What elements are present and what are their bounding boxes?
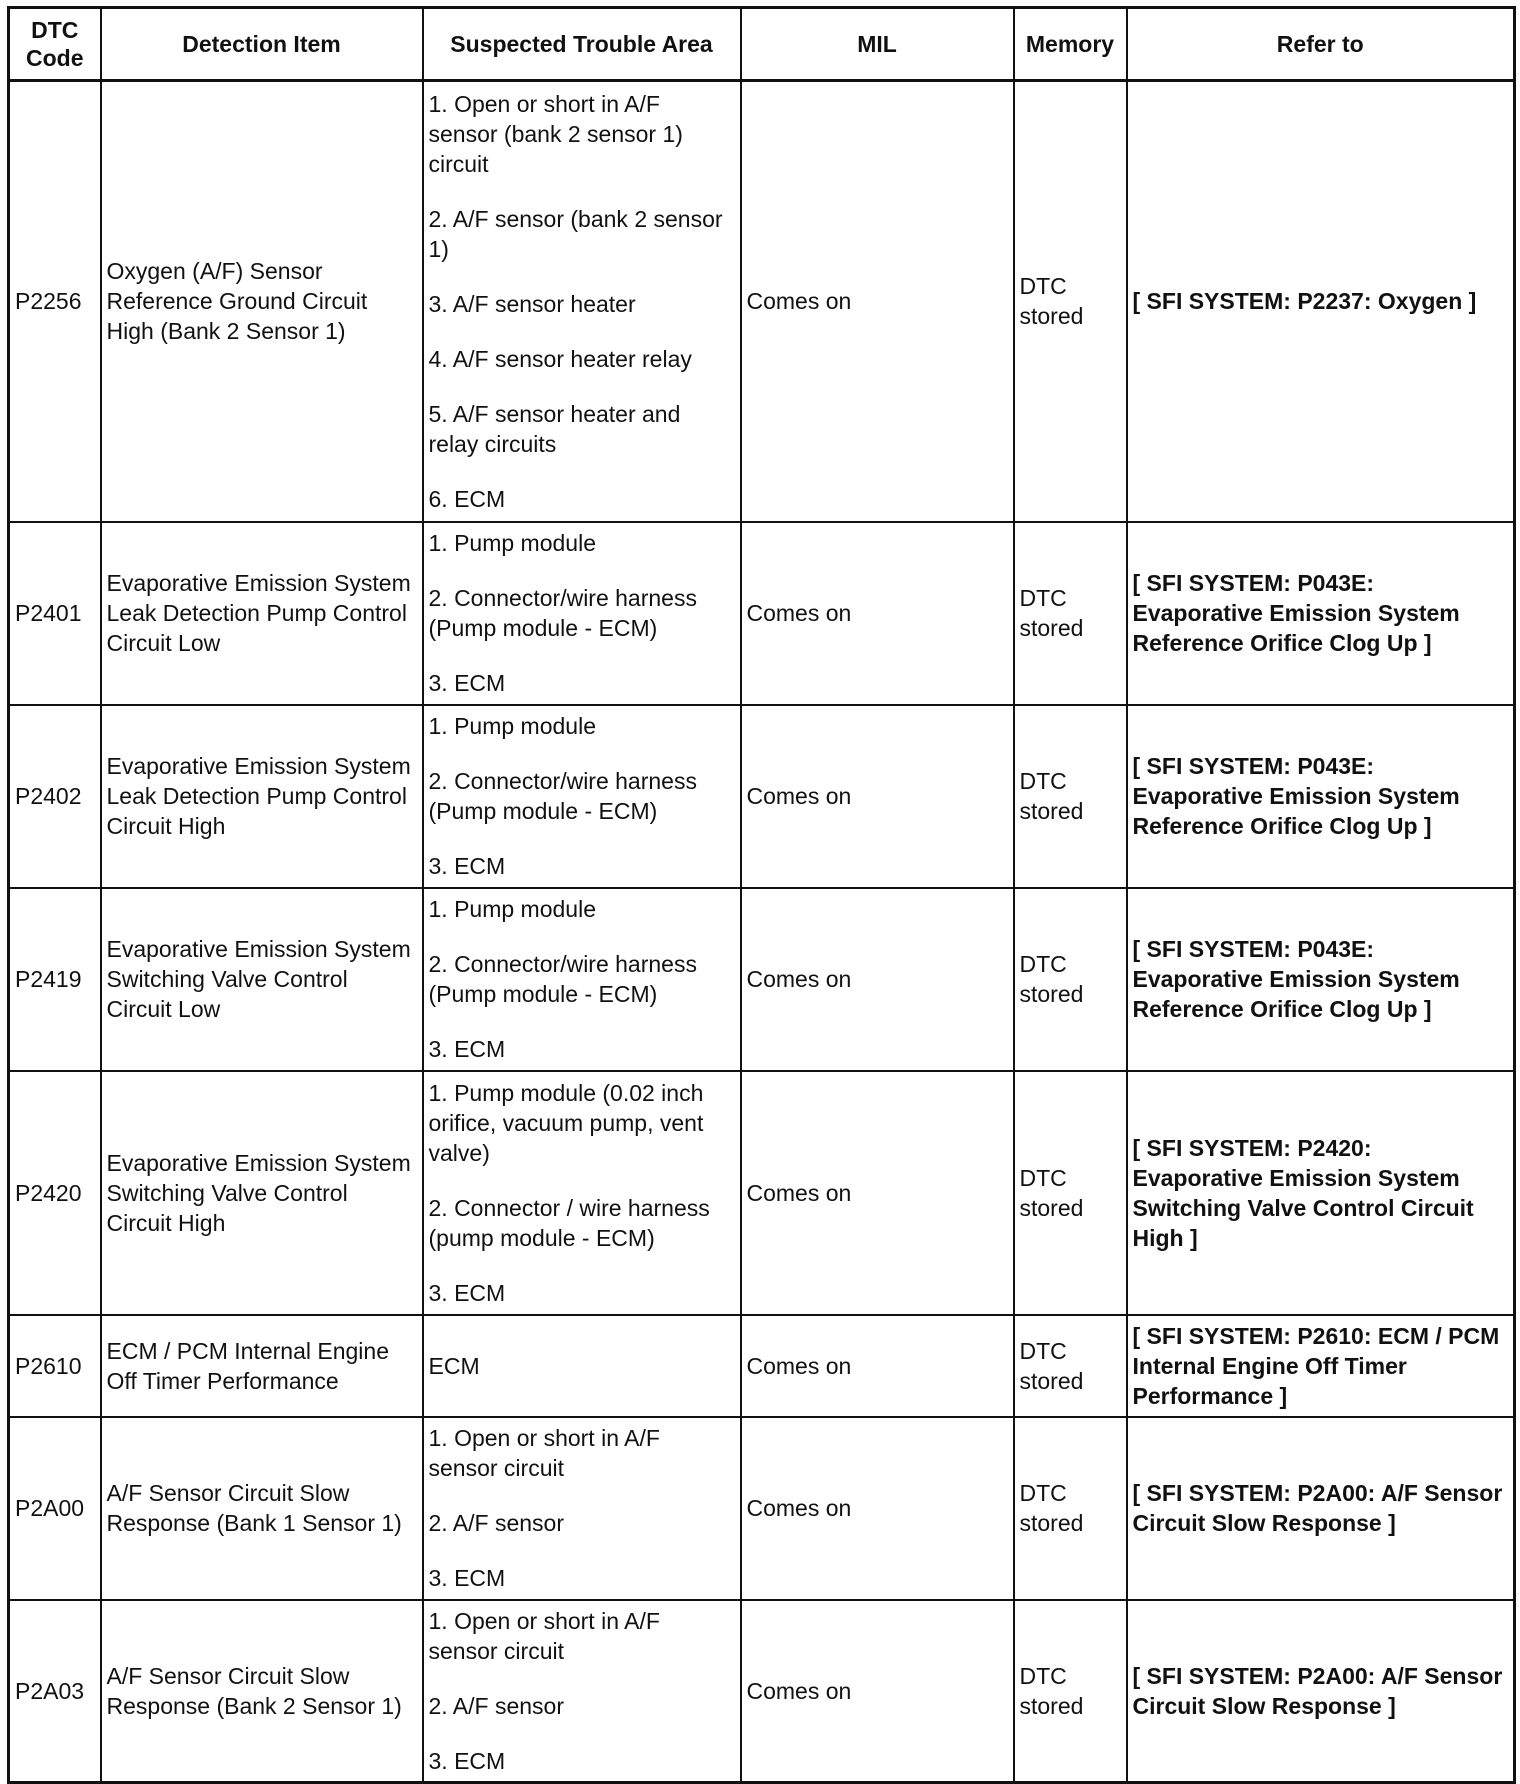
trouble-area-item: 2. A/F sensor (428, 1510, 565, 1536)
suspected-trouble-cell (423, 705, 741, 888)
suspected-trouble-cell (423, 1417, 741, 1600)
trouble-area-item: 6. ECM (428, 485, 506, 512)
mil-cell: Comes on (741, 888, 1014, 1071)
header-memory: Memory (1014, 8, 1127, 81)
detection-item-cell: A/F Sensor Circuit Slow Response (Bank 1 Sensor 1) (101, 1417, 423, 1600)
trouble-area-item: 3. ECM (428, 1036, 506, 1062)
mil-cell: Comes on (741, 1417, 1014, 1600)
header-mil: MIL (741, 8, 1014, 81)
table-row (9, 1600, 1515, 1783)
trouble-area-item: 2. Connector/wire harness (Pump module - ECM) (428, 951, 697, 1007)
refer-to-cell: [ SFI SYSTEM: P2420: Evaporative Emission System Switching Valve Control Circuit High ] (1127, 1071, 1515, 1315)
detection-item-cell: Evaporative Emission System Leak Detection Pump Control Circuit Low (101, 522, 423, 705)
table-row (9, 1071, 1515, 1315)
detection-item-cell: A/F Sensor Circuit Slow Response (Bank 2 Sensor 1) (101, 1600, 423, 1783)
trouble-area-item: 3. ECM (428, 853, 506, 879)
trouble-area-item: 1. Open or short in A/F sensor (bank 2 sensor 1) circuit (428, 90, 683, 177)
table-row (9, 1417, 1515, 1600)
trouble-area-item: ECM (428, 1352, 480, 1379)
table-row (9, 1315, 1515, 1417)
table-header-row (9, 8, 1515, 81)
dtc-code-cell: P2401 (9, 522, 101, 705)
suspected-trouble-cell (423, 81, 741, 522)
detection-item-cell: Evaporative Emission System Leak Detection Pump Control Circuit High (101, 705, 423, 888)
memory-cell: DTC stored (1014, 81, 1127, 522)
header-refer-to: Refer to (1127, 8, 1515, 81)
trouble-area-item: 3. A/F sensor heater (428, 290, 636, 317)
table-row (9, 705, 1515, 888)
refer-to-cell: [ SFI SYSTEM: P043E: Evaporative Emission System Reference Orifice Clog Up ] (1127, 888, 1515, 1071)
memory-cell: DTC stored (1014, 888, 1127, 1071)
trouble-area-item: 3. ECM (428, 670, 506, 696)
dtc-code-cell: P2610 (9, 1315, 101, 1417)
refer-to-cell: [ SFI SYSTEM: P2237: Oxygen ] (1127, 81, 1515, 522)
refer-to-cell: [ SFI SYSTEM: P2A00: A/F Sensor Circuit Slow Response ] (1127, 1417, 1515, 1600)
suspected-trouble-cell (423, 888, 741, 1071)
dtc-code-cell: P2419 (9, 888, 101, 1071)
trouble-area-item: 4. A/F sensor heater relay (428, 345, 692, 372)
mil-cell: Comes on (741, 1315, 1014, 1417)
memory-cell: DTC stored (1014, 1315, 1127, 1417)
trouble-area-item: 3. ECM (428, 1565, 506, 1591)
trouble-area-item: 2. Connector / wire harness (pump module - ECM) (428, 1194, 710, 1251)
memory-cell: DTC stored (1014, 1071, 1127, 1315)
table-row (9, 522, 1515, 705)
suspected-trouble-cell (423, 1071, 741, 1315)
trouble-area-item: 3. ECM (428, 1279, 506, 1306)
trouble-area-item: 2. Connector/wire harness (Pump module - ECM) (428, 768, 697, 824)
detection-item-cell: Evaporative Emission System Switching Valve Control Circuit Low (101, 888, 423, 1071)
memory-cell: DTC stored (1014, 1417, 1127, 1600)
trouble-area-item: 2. A/F sensor (428, 1692, 565, 1719)
trouble-area-item: 1. Open or short in A/F sensor circuit (428, 1425, 660, 1481)
trouble-area-item: 1. Pump module (428, 896, 596, 922)
trouble-area-item: 1. Open or short in A/F sensor circuit (428, 1607, 660, 1664)
memory-cell: DTC stored (1014, 522, 1127, 705)
mil-cell: Comes on (741, 705, 1014, 888)
trouble-area-item: 2. A/F sensor (bank 2 sensor 1) (428, 205, 723, 262)
refer-to-cell: [ SFI SYSTEM: P2610: ECM / PCM Internal Engine Off Timer Performance ] (1127, 1315, 1515, 1417)
mil-cell: Comes on (741, 522, 1014, 705)
trouble-area-item: 1. Pump module (428, 713, 596, 739)
suspected-trouble-cell (423, 522, 741, 705)
refer-to-cell: [ SFI SYSTEM: P043E: Evaporative Emission System Reference Orifice Clog Up ] (1127, 522, 1515, 705)
memory-cell: DTC stored (1014, 705, 1127, 888)
trouble-area-item: 1. Pump module (0.02 inch orifice, vacuum pump, vent valve) (428, 1079, 704, 1166)
dtc-code-cell: P2256 (9, 81, 101, 522)
table-row (9, 81, 1515, 522)
trouble-area-item: 2. Connector/wire harness (Pump module - ECM) (428, 585, 697, 641)
dtc-table (7, 6, 1516, 1784)
detection-item-cell: Oxygen (A/F) Sensor Reference Ground Circuit High (Bank 2 Sensor 1) (101, 81, 423, 522)
trouble-area-item: 1. Pump module (428, 530, 596, 556)
suspected-trouble-cell (423, 1600, 741, 1783)
dtc-code-cell: P2A00 (9, 1417, 101, 1600)
detection-item-cell: ECM / PCM Internal Engine Off Timer Performance (101, 1315, 423, 1417)
mil-cell: Comes on (741, 81, 1014, 522)
detection-item-cell: Evaporative Emission System Switching Valve Control Circuit High (101, 1071, 423, 1315)
trouble-area-item: 5. A/F sensor heater and relay circuits (428, 400, 681, 457)
refer-to-cell: [ SFI SYSTEM: P043E: Evaporative Emission System Reference Orifice Clog Up ] (1127, 705, 1515, 888)
header-suspected-trouble-area: Suspected Trouble Area (423, 8, 741, 81)
dtc-code-cell: P2420 (9, 1071, 101, 1315)
header-detection-item: Detection Item (101, 8, 423, 81)
dtc-code-cell: P2402 (9, 705, 101, 888)
table-body (9, 81, 1515, 1783)
table-row (9, 888, 1515, 1071)
mil-cell: Comes on (741, 1071, 1014, 1315)
dtc-code-cell: P2A03 (9, 1600, 101, 1783)
memory-cell: DTC stored (1014, 1600, 1127, 1783)
trouble-area-item: 3. ECM (428, 1747, 506, 1774)
mil-cell: Comes on (741, 1600, 1014, 1783)
suspected-trouble-cell (423, 1315, 741, 1417)
refer-to-cell: [ SFI SYSTEM: P2A00: A/F Sensor Circuit Slow Response ] (1127, 1600, 1515, 1783)
header-dtc-code: DTC Code (9, 8, 101, 81)
